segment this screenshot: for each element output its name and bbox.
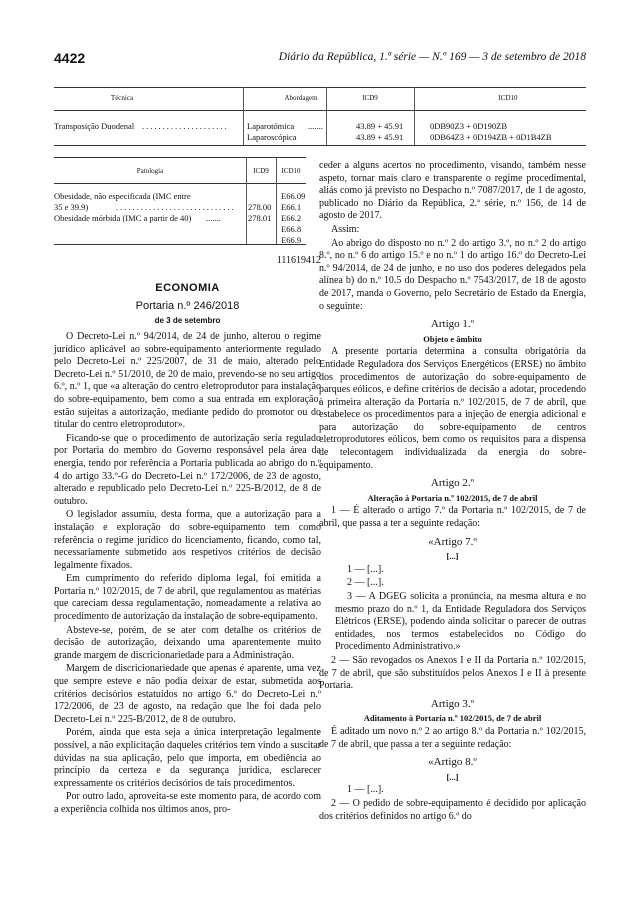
col-header-tecnica: Técnica: [110, 94, 134, 102]
quoted-paragraph: 1 — [...].: [347, 563, 384, 575]
paragraph: Margem de discricionariedade que apenas é aparente, uma vez que sempre esteve e não podia deixar de estar, submetida aos critérios decisórios estatuídos no artigo 6.º do Decreto-Lei n.º 172/2006, de 23 de agosto, na redação que lhe foi dada pelo Decreto-Lei n.º 225-B/2012, de 8 de outubro.: [54, 663, 321, 725]
portaria-title: Portaria n.º 246/2018: [135, 300, 240, 312]
article-title: Artigo 2.º: [430, 477, 475, 490]
paragraph: Porém, ainda que esta seja a única interpretação legalmente possível, a não explicitação daqueles critérios tem vindo a suscitar dúvidas na sua aplicação, pelo que importa, em obediência ao princípio da certeza e da segurança jurídica, esclarecer expressamente os critérios decisórios de tais procedimentos.: [54, 727, 321, 789]
col-header-icd9: ICD9: [362, 94, 378, 102]
paragraph: 1 — É alterado o artigo 7.º da Portaria n.º 102/2015, de 7 de abril, que passa a ter a seguinte redação:: [319, 505, 586, 530]
article-title: Artigo 3.º: [430, 697, 475, 710]
quoted-article-title: «Artigo 7.º: [428, 535, 477, 548]
right-column: [319, 160, 586, 824]
paragraph: A presente portaria determina a consulta obrigatória da Entidade Reguladora dos Serviços Energéticos (ERSE) no âmbito dos procedimentos de autorização do sobre-equipamento de parques eólicos, e define critérios de decisão a adotar, procedendo à primeira alteração da Portaria n.º 102/2015, de 7 de abril, que estabelece os procedimentos para a injeção de energia adicional e para autorização do sobre-equipamento de centros eletroprodutores eólicos, bem como os requisitos para a dispensa de telecontagem individualizada da energia do sobre-equipamento.: [319, 346, 586, 471]
col-header-patologia: Patologia: [136, 167, 164, 175]
quoted-article-subtitle: [...]: [446, 551, 459, 562]
quoted-paragraph: 2 — [...].: [347, 577, 384, 589]
table-cell-icd9: 43.89 + 45.91 43.89 + 45.91: [356, 121, 404, 142]
article-subtitle: Objeto e âmbito: [423, 333, 482, 344]
paragraph: Por outro lado, aproveita-se este momento para, de acordo com a experiência colhida nos últimos anos, pro-: [54, 791, 321, 815]
col-header-icd9-2: ICD9: [253, 167, 269, 175]
paragraph: 2 — São revogados os Anexos I e II da Portaria n.º 102/2015, de 7 de abril, que são substituídos pelos Anexos I e II à presente Portaria.: [319, 654, 586, 692]
paragraph: Absteve-se, porém, de se ater com detalhe os critérios de decisão de autorização, deixando uma aparentemente muito grande margem de discricionariedade para a Administração.: [54, 624, 321, 661]
paragraph: Ao abrigo do disposto no n.º 2 do artigo 3.º, no n.º 2 do artigo 8.º, no n.º 6 do artigo 15.º e no n.º 1 do artigo 16.º do Decreto-Lei n.º 94/2014, de 24 de junho, e no uso dos poderes delegados pela alínea b) do n.º 10.5 do Despacho n.º 7543/2017, de 18 de agosto de 2017, manda o Governo, pelo Secretário de Estado da Energia, o seguinte:: [319, 237, 586, 312]
quoted-paragraph: 1 — [...].: [347, 784, 384, 796]
article-title: Artigo 1.º: [430, 318, 475, 331]
table-cell-icd9-2: 278.01: [248, 213, 272, 223]
page-number: 4422: [54, 50, 86, 66]
paragraph: O Decreto-Lei n.º 94/2014, de 24 de junho, alterou o regime jurídico aplicável ao sobre-equipamento anteriormente regulado pelo Decreto-Lei n.º 225/2007, de 31 de maio, alterado pelo Decreto-Lei n.º 51/2010, de 20 de maio, prevendo-se no seu artigo 6.º, n.º 1, que «a alteração do centro eletroprodutor para instalação do sobre-equipamento, bem como a sua entrada em exploração, estão sujeitas a autorização, mediante pedido do promotor ou do titular do centro eletroprodutor».: [54, 331, 321, 431]
paragraph: ceder a alguns acertos no procedimento, visando, também nesse aspeto, tornar mais claro e transparente o regime procedimental, aliás como já previsto no Despacho n.º 7087/2017, de 1 de agosto, publicado no Diário da República, 2.ª série, n.º 156, de 14 de agosto de 2017.: [319, 160, 586, 222]
col-header-icd10-2: ICD10: [281, 167, 301, 175]
quoted-article-subtitle: [...]: [446, 771, 459, 782]
paragraph: Em cumprimento do referido diploma legal, foi emitida a Portaria n.º 102/2015, de 7 de abril, que regulamentou as matérias que careciam dessa regulamentação, nomeadamente a relativa ao procedimento de autorização da instalação de sobre-equipamento.: [54, 573, 321, 623]
paragraph: O legislador assumiu, desta forma, que a autorização para a instalação e exploração do sobre-equipamento tem como referência o regime jurídico do licenciamento, ficando, como tal, necessariamente submetido aos respetivos critérios de decisão legalmente fixados.: [54, 509, 321, 571]
quoted-paragraph: 3 — A DGEG solicita a pronúncia, na mesma altura e no mesmo prazo do n.º 1, da Entidade Reguladora dos Serviços Elétricos (ERSE), podendo ainda solicitar o parecer de outras entidades, nos termos estabelecidos no Código do Procedimento Administrativo.»: [335, 591, 586, 653]
paragraph: Assim:: [331, 223, 360, 235]
table-cell-icd10-2: E66.8 E66.9: [281, 224, 302, 245]
article-subtitle: Alteração à Portaria n.º 102/2015, de 7 de abril: [367, 492, 538, 503]
table-cell-tecnica: Transposição Duodenal: [54, 121, 135, 131]
article-subtitle: Aditamento à Portaria n.º 102/2015, de 7 de abril: [363, 713, 542, 724]
page-header: [54, 50, 586, 66]
left-column: [54, 251, 321, 818]
paragraph: 2 — O pedido de sobre-equipamento é decidido por aplicação dos critérios definidos no artigo 6.º do: [319, 797, 586, 822]
section-title: ECONOMIA: [155, 282, 220, 294]
paragraph: É aditado um novo n.º 2 ao artigo 8.º da Portaria n.º 102/2015, de 7 de abril, que passa a ter a seguinte redação:: [319, 725, 586, 750]
quoted-article-title: «Artigo 8.º: [428, 756, 477, 769]
table-cell-patologia-2: Obesidade mórbida (IMC a partir de 40): [54, 213, 192, 223]
col-header-abordagem: Abordagem: [284, 94, 318, 102]
col-header-icd10: ICD10: [498, 94, 518, 102]
running-head: Diário da República, 1.ª série — N.º 169 — 3 de setembro de 2018: [278, 51, 586, 63]
table-cell-icd9-1: 278.00: [248, 202, 272, 212]
document-code: 111619412: [276, 255, 321, 266]
table-cell-patologia-1: Obesidade, não especificada (IMC entre 35 e 39.9): [54, 191, 191, 212]
table-cell-icd10-1: E66.09 E66.1 E66.2: [281, 191, 306, 223]
table-cell-abordagem: Laparotómica Laparoscópica: [247, 121, 297, 142]
table-cell-icd10: 0DB90Z3 + 0D190ZB 0DB64Z3 + 0D194ZB + 0D1B4ZB: [430, 121, 552, 142]
portaria-date: de 3 de setembro: [154, 316, 221, 325]
paragraph: Ficando-se que o procedimento de autorização seria regulado por Portaria do membro do Governo responsável pela área da energia, tendo por referência a Portaria publicada ao abrigo do n.º 4 do artigo 33.º-G do Decreto-Lei n.º 172/2006, de 23 de agosto, alterado e republicado pelo Decreto-Lei n.º 225-B/2012, de 8 de outubro.: [54, 432, 321, 507]
